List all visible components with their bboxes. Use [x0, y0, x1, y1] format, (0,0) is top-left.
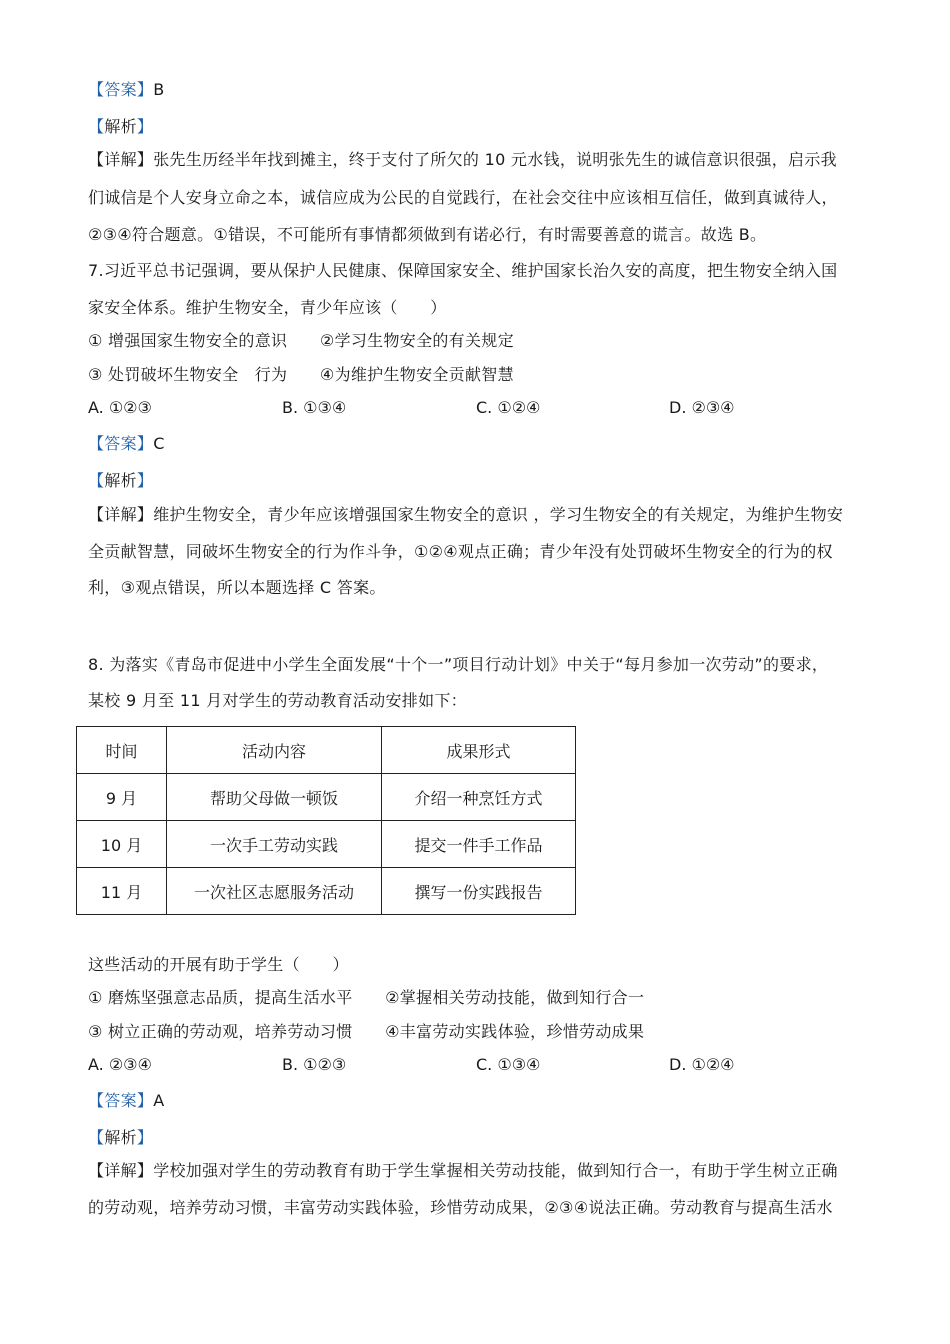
table-row: [77, 868, 576, 915]
q8-statement: ③ 树立正确的劳动观，培养劳动习惯 ④丰富劳动实践体验，珍惜劳动成果: [88, 1022, 645, 1041]
header-cell: 活动内容: [167, 727, 382, 774]
q8-detail-line: 【详解】学校加强对学生的劳动教育有助于学生掌握相关劳动技能，做到知行合一，有助于学生树立正确: [88, 1161, 838, 1180]
table-cell: 撰写一份实践报告: [382, 868, 576, 915]
q7-detail-line: 【详解】维护生物安全，青少年应该增强国家生物安全的意识 ，学习生物安全的有关规定，为维护生物安: [88, 505, 844, 524]
table-cell: 10 月: [77, 821, 167, 868]
table-cell: 提交一件手工作品: [382, 821, 576, 868]
q6-answer: 【答案】B: [88, 80, 165, 99]
q7-statement: ① 增强国家生物安全的意识 ②学习生物安全的有关规定: [88, 331, 514, 350]
table-header-row: [77, 727, 576, 774]
q7-option-a: A. ①②③: [88, 398, 152, 417]
header-cell: 成果形式: [382, 727, 576, 774]
q7-option-b: B. ①③④: [282, 398, 347, 417]
q8-option-d: D. ①②④: [669, 1055, 735, 1074]
q7-analysis-heading: 【解析】: [88, 471, 154, 490]
q8-stem-line: 某校 9 月至 11 月对学生的劳动教育活动安排如下：: [88, 691, 467, 710]
table-cell: 帮助父母做一顿饭: [167, 774, 382, 821]
q7-option-c: C. ①②④: [476, 398, 541, 417]
table-cell: 一次社区志愿服务活动: [167, 868, 382, 915]
q8-question: 这些活动的开展有助于学生（ ）: [88, 955, 349, 974]
q8-statement: ① 磨炼坚强意志品质，提高生活水平 ②掌握相关劳动技能，做到知行合一: [88, 988, 645, 1007]
table-cell: 11 月: [77, 868, 167, 915]
q7-detail-line: 全贡献智慧，同破坏生物安全的行为作斗争，①②④观点正确；青少年没有处罚破坏生物安全的行为的权: [88, 542, 833, 561]
q7-stem-line: 7.习近平总书记强调，要从保护人民健康、保障国家安全、维护国家长治久安的高度，把生物安全纳入国: [88, 261, 838, 280]
q6-detail-line: ②③④符合题意。①错误，不可能所有事情都须做到有诺必行，有时需要善意的谎言。故选 B。: [88, 225, 767, 244]
q8-detail-line: 的劳动观，培养劳动习惯，丰富劳动实践体验，珍惜劳动成果，②③④说法正确。劳动教育与提高生活水: [88, 1198, 833, 1217]
q7-option-d: D. ②③④: [669, 398, 735, 417]
activity-table: [76, 726, 576, 915]
q6-analysis-heading: 【解析】: [88, 117, 154, 136]
q8-option-a: A. ②③④: [88, 1055, 152, 1074]
q8-answer: 【答案】A: [88, 1091, 165, 1110]
header-cell: 时间: [77, 727, 167, 774]
table-cell: 9 月: [77, 774, 167, 821]
q7-answer: 【答案】C: [88, 434, 165, 453]
table-cell: 介绍一种烹饪方式: [382, 774, 576, 821]
q8-option-b: B. ①②③: [282, 1055, 347, 1074]
q8-stem-line: 8. 为落实《青岛市促进中小学生全面发展“十个一”项目行动计划》中关于“每月参加一次劳动”的要求，: [88, 655, 829, 674]
q7-statement: ③ 处罚破坏生物安全 行为 ④为维护生物安全贡献智慧: [88, 365, 514, 384]
q6-detail-line: 们诚信是个人安身立命之本，诚信应成为公民的自觉践行，在社会交往中应该相互信任，做到真诚待人，: [88, 188, 838, 207]
q8-analysis-heading: 【解析】: [88, 1128, 154, 1147]
q8-option-c: C. ①③④: [476, 1055, 541, 1074]
table-row: [77, 774, 576, 821]
q7-stem-line: 家安全体系。维护生物安全，青少年应该（ ）: [88, 298, 447, 317]
q6-detail-line: 【详解】张先生历经半年找到摊主，终于支付了所欠的 10 元水钱，说明张先生的诚信意识很强，启示我: [88, 150, 837, 169]
table-row: [77, 821, 576, 868]
q7-detail-line: 利，③观点错误，所以本题选择 C 答案。: [88, 578, 386, 597]
table-cell: 一次手工劳动实践: [167, 821, 382, 868]
